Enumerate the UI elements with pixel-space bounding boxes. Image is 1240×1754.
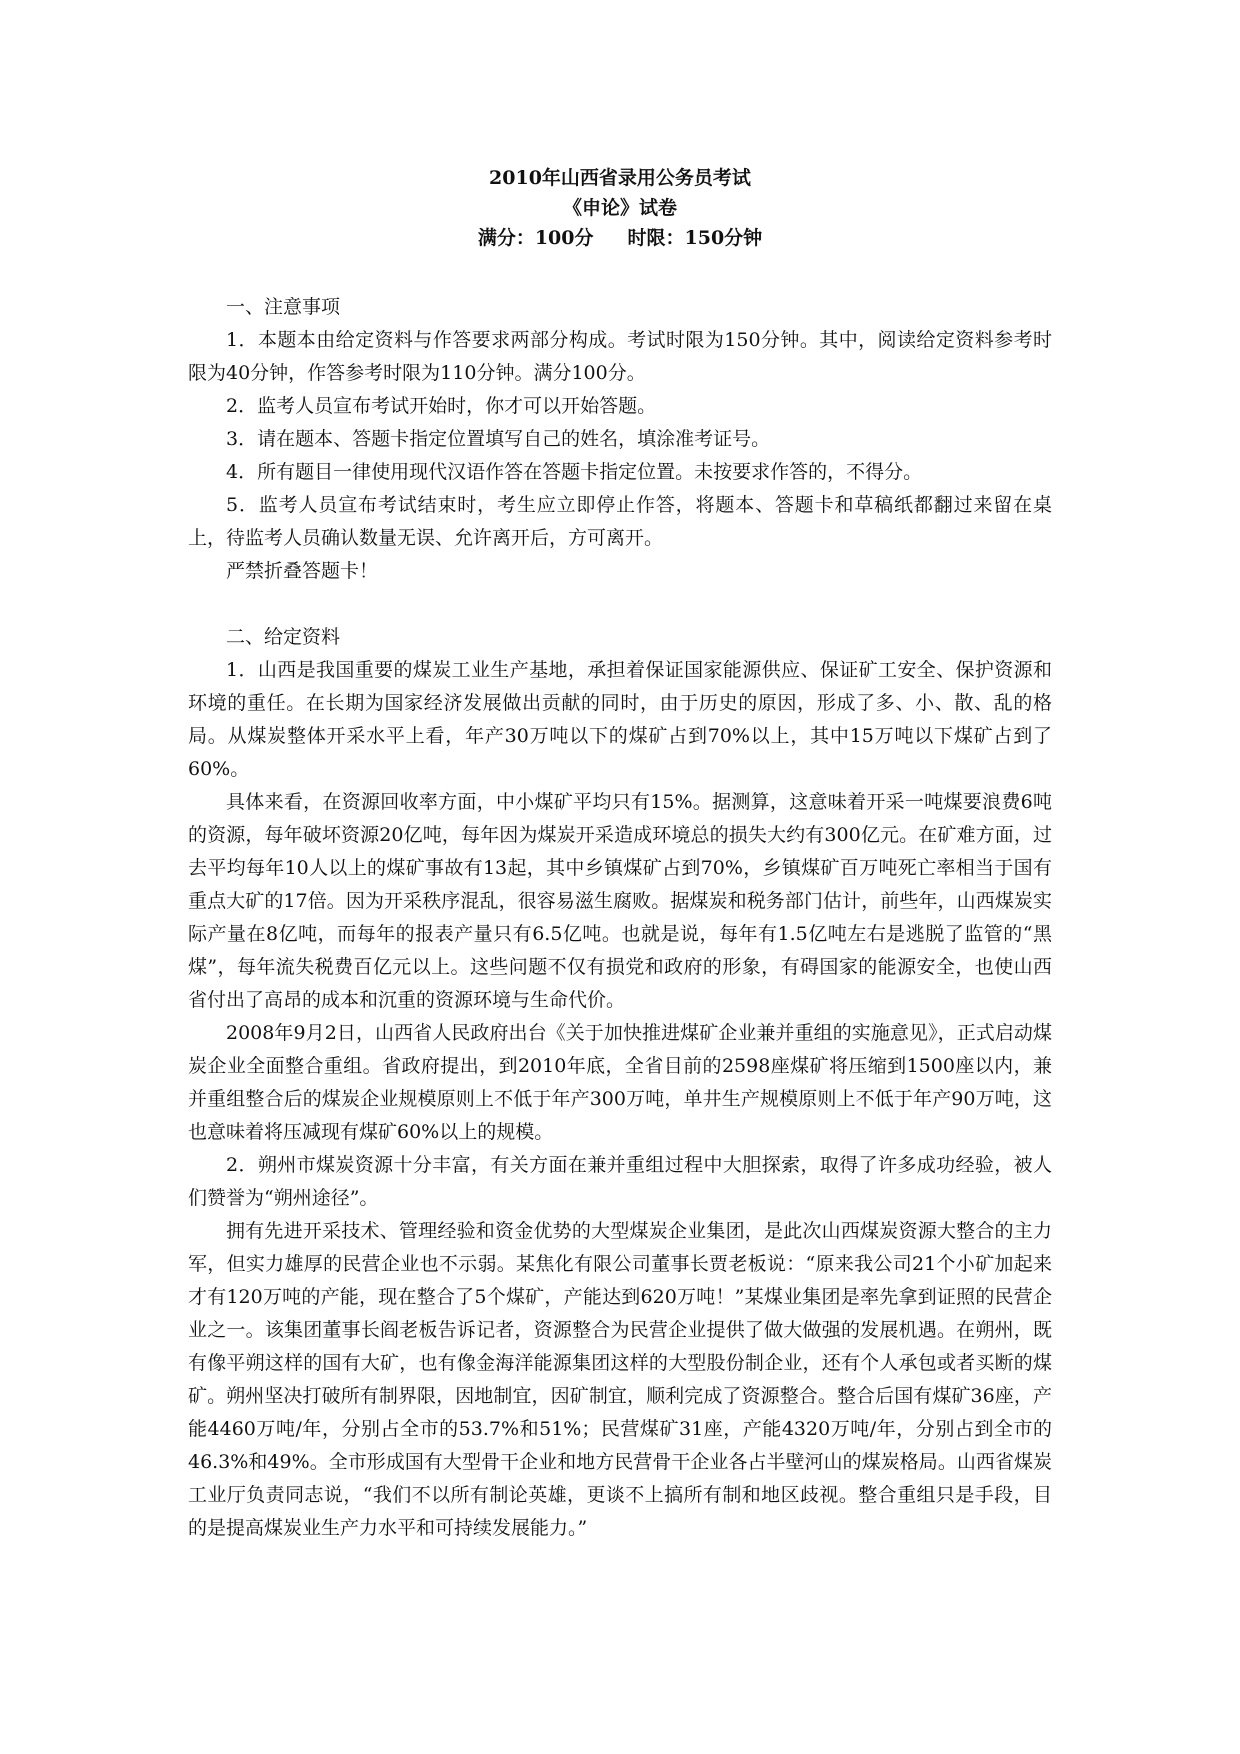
- note-warning: 严禁折叠答题卡！: [226, 560, 379, 582]
- note-item: 5．监考人员宣布考试结束时，考生应立即停止作答，将题本、答题卡和草稿纸都翻过来留在桌上，待监考人员确认数量无误、允许离开后，方可离开。: [188, 494, 1052, 549]
- note-item: 1．本题本由给定资料与作答要求两部分构成。考试时限为150分钟。其中，阅读给定资料参考时限为40分钟，作答参考时限为110分钟。满分100分。: [188, 329, 1052, 384]
- exam-page: [188, 163, 1052, 1545]
- material-paragraph: 1．山西是我国重要的煤炭工业生产基地，承担着保证国家能源供应、保证矿工安全、保护资源和环境的重任。在长期为国家经济发展做出贡献的同时，由于历史的原因，形成了多、小、散、乱的格局。从煤炭整体开采水平上看，年产30万吨以下的煤矿占到70%以上，其中15万吨以下煤矿占到了60%。: [188, 659, 1052, 780]
- materials-section: [188, 621, 1052, 1545]
- materials-heading: 二、给定资料: [226, 626, 341, 648]
- note-item: 3．请在题本、答题卡指定位置填写自己的姓名，填涂准考证号。: [226, 428, 771, 450]
- note-item: 2．监考人员宣布考试开始时，你才可以开始答题。: [226, 395, 657, 417]
- notes-section: [188, 291, 1052, 588]
- time-limit: 时限：150分钟: [627, 227, 763, 249]
- material-paragraph: 具体来看，在资源回收率方面，中小煤矿平均只有15%。据测算，这意味着开采一吨煤要浪费6吨的资源，每年破坏资源20亿吨，每年因为煤炭开采造成环境总的损失大约有300亿元。在矿难方面，过去平均每年10人以上的煤矿事故有13起，其中乡镇煤矿占到70%，乡镇煤矿百万吨死亡率相当于国有重点大矿的17倍。因为开采秩序混乱，很容易滋生腐败。据煤炭和税务部门估计，前些年，山西煤炭实际产量在8亿吨，而每年的报表产量只有6.5亿吨。也就是说，每年有1.5亿吨左右是逃脱了监管的“黑煤”，每年流失税费百亿元以上。这些问题不仅有损党和政府的形象，有碍国家的能源安全，也使山西省付出了高昂的成本和沉重的资源环境与生命代价。: [188, 791, 1052, 1011]
- material-paragraph: 2008年9月2日，山西省人民政府出台《关于加快推进煤矿企业兼并重组的实施意见》，正式启动煤炭企业全面整合重组。省政府提出，到2010年底，全省目前的2598座煤矿将压缩到1500座以内，兼并重组整合后的煤炭企业规模原则上不低于年产300万吨，单井生产规模原则上不低于年产90万吨，这也意味着将压减现有煤矿60%以上的规模。: [188, 1022, 1052, 1143]
- full-score: 满分：100分: [477, 227, 594, 249]
- notes-heading: 一、注意事项: [226, 296, 341, 318]
- material-paragraph: 2．朔州市煤炭资源十分丰富，有关方面在兼并重组过程中大胆探索，取得了许多成功经验，被人们赞誉为“朔州途径”。: [188, 1154, 1052, 1209]
- material-paragraph: 拥有先进开采技术、管理经验和资金优势的大型煤炭企业集团，是此次山西煤炭资源大整合的主力军，但实力雄厚的民营企业也不示弱。某焦化有限公司董事长贾老板说：“原来我公司21个小矿加起来才有120万吨的产能，现在整合了5个煤矿，产能达到620万吨！”某煤业集团是率先拿到证照的民营企业之一。该集团董事长阎老板告诉记者，资源整合为民营企业提供了做大做强的发展机遇。在朔州，既有像平朔这样的国有大矿，也有像金海洋能源集团这样的大型股份制企业，还有个人承包或者买断的煤矿。朔州坚决打破所有制界限，因地制宜，因矿制宜，顺利完成了资源整合。整合后国有煤矿36座，产能4460万吨/年，分别占全市的53.7%和51%；民营煤矿31座，产能4320万吨/年，分别占到全市的46.3%和49%。全市形成国有大型骨干企业和地方民营骨干企业各占半壁河山的煤炭格局。山西省煤炭工业厅负责同志说，“我们不以所有制论英雄，更谈不上搞所有制和地区歧视。整合重组只是手段，目的是提高煤炭业生产力水平和可持续发展能力。”: [188, 1220, 1052, 1539]
- exam-title: 2010年山西省录用公务员考试: [489, 167, 751, 189]
- paper-title: 《申论》试卷: [562, 197, 677, 219]
- note-item: 4．所有题目一律使用现代汉语作答在答题卡指定位置。未按要求作答的，不得分。: [226, 461, 923, 483]
- title-block: [188, 163, 1052, 253]
- score-time-line: [188, 223, 1052, 253]
